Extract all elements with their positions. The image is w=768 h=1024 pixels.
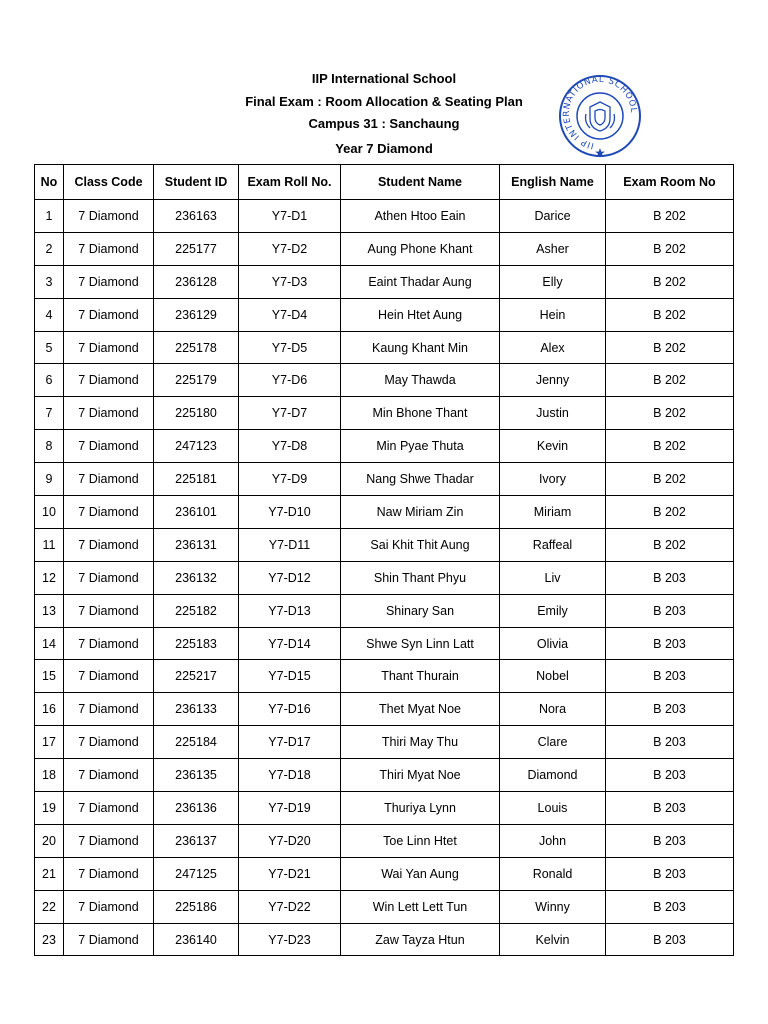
cell-no: 6 — [35, 364, 64, 397]
cell-no: 3 — [35, 265, 64, 298]
cell-no: 1 — [35, 200, 64, 233]
cell-student-id: 236101 — [154, 496, 239, 529]
cell-student-id: 225180 — [154, 397, 239, 430]
cell-student-name: Toe Linn Htet — [341, 824, 500, 857]
cell-student-id: 225186 — [154, 890, 239, 923]
cell-no: 5 — [35, 331, 64, 364]
cell-no: 13 — [35, 594, 64, 627]
column-header-exam-roll-no: Exam Roll No. — [239, 165, 341, 200]
cell-exam-roll-no: Y7-D5 — [239, 331, 341, 364]
cell-class-code: 7 Diamond — [64, 528, 154, 561]
table-row — [35, 660, 734, 693]
cell-class-code: 7 Diamond — [64, 759, 154, 792]
class-name: Year 7 Diamond — [335, 141, 433, 156]
cell-exam-roll-no: Y7-D2 — [239, 232, 341, 265]
cell-exam-roll-no: Y7-D6 — [239, 364, 341, 397]
cell-exam-room-no: B 203 — [606, 759, 734, 792]
table-row — [35, 759, 734, 792]
cell-student-name: Shin Thant Phyu — [341, 561, 500, 594]
cell-no: 17 — [35, 726, 64, 759]
table-row — [35, 923, 734, 956]
cell-student-name: May Thawda — [341, 364, 500, 397]
table-row — [35, 890, 734, 923]
cell-no: 23 — [35, 923, 64, 956]
cell-exam-roll-no: Y7-D13 — [239, 594, 341, 627]
cell-student-id: 236128 — [154, 265, 239, 298]
table-row — [35, 594, 734, 627]
cell-no: 12 — [35, 561, 64, 594]
cell-student-name: Thet Myat Noe — [341, 693, 500, 726]
cell-class-code: 7 Diamond — [64, 627, 154, 660]
logo-ring-text: IIP INTERNATIONAL SCHOOL — [561, 74, 639, 151]
cell-student-name: Sai Khit Thit Aung — [341, 528, 500, 561]
cell-no: 7 — [35, 397, 64, 430]
campus-name: Campus 31 : Sanchaung — [308, 116, 460, 131]
cell-student-id: 225217 — [154, 660, 239, 693]
cell-no: 9 — [35, 463, 64, 496]
cell-english-name: Diamond — [500, 759, 606, 792]
cell-no: 14 — [35, 627, 64, 660]
cell-english-name: Elly — [500, 265, 606, 298]
cell-english-name: Nora — [500, 693, 606, 726]
cell-exam-roll-no: Y7-D19 — [239, 792, 341, 825]
cell-class-code: 7 Diamond — [64, 693, 154, 726]
cell-student-id: 225179 — [154, 364, 239, 397]
cell-class-code: 7 Diamond — [64, 331, 154, 364]
cell-english-name: Kevin — [500, 430, 606, 463]
seating-plan-table — [34, 164, 734, 956]
cell-student-id: 225181 — [154, 463, 239, 496]
cell-english-name: Hein — [500, 298, 606, 331]
cell-exam-roll-no: Y7-D22 — [239, 890, 341, 923]
cell-english-name: Liv — [500, 561, 606, 594]
cell-class-code: 7 Diamond — [64, 660, 154, 693]
cell-exam-roll-no: Y7-D10 — [239, 496, 341, 529]
cell-class-code: 7 Diamond — [64, 430, 154, 463]
cell-class-code: 7 Diamond — [64, 298, 154, 331]
table-row — [35, 528, 734, 561]
cell-class-code: 7 Diamond — [64, 232, 154, 265]
cell-student-name: Win Lett Lett Tun — [341, 890, 500, 923]
table-row — [35, 561, 734, 594]
cell-exam-roll-no: Y7-D15 — [239, 660, 341, 693]
cell-exam-roll-no: Y7-D18 — [239, 759, 341, 792]
cell-english-name: Asher — [500, 232, 606, 265]
cell-exam-roll-no: Y7-D4 — [239, 298, 341, 331]
cell-exam-roll-no: Y7-D20 — [239, 824, 341, 857]
cell-exam-roll-no: Y7-D11 — [239, 528, 341, 561]
cell-english-name: Clare — [500, 726, 606, 759]
cell-student-id: 225182 — [154, 594, 239, 627]
cell-english-name: Raffeal — [500, 528, 606, 561]
cell-exam-roll-no: Y7-D21 — [239, 857, 341, 890]
cell-exam-room-no: B 202 — [606, 298, 734, 331]
table-row — [35, 496, 734, 529]
table-row — [35, 200, 734, 233]
table-row — [35, 364, 734, 397]
cell-exam-room-no: B 202 — [606, 397, 734, 430]
column-header-no: No — [35, 165, 64, 200]
cell-exam-room-no: B 203 — [606, 561, 734, 594]
cell-student-name: Kaung Khant Min — [341, 331, 500, 364]
cell-class-code: 7 Diamond — [64, 265, 154, 298]
cell-english-name: Emily — [500, 594, 606, 627]
cell-english-name: Miriam — [500, 496, 606, 529]
cell-english-name: Winny — [500, 890, 606, 923]
cell-english-name: Darice — [500, 200, 606, 233]
cell-class-code: 7 Diamond — [64, 726, 154, 759]
cell-student-id: 236140 — [154, 923, 239, 956]
cell-no: 16 — [35, 693, 64, 726]
cell-class-code: 7 Diamond — [64, 496, 154, 529]
cell-exam-room-no: B 203 — [606, 923, 734, 956]
cell-no: 2 — [35, 232, 64, 265]
cell-class-code: 7 Diamond — [64, 792, 154, 825]
table-row — [35, 627, 734, 660]
table-row — [35, 430, 734, 463]
table-row — [35, 693, 734, 726]
cell-student-id: 236132 — [154, 561, 239, 594]
cell-exam-roll-no: Y7-D9 — [239, 463, 341, 496]
column-header-exam-room-no: Exam Room No — [606, 165, 734, 200]
cell-no: 10 — [35, 496, 64, 529]
cell-no: 19 — [35, 792, 64, 825]
cell-class-code: 7 Diamond — [64, 463, 154, 496]
cell-exam-roll-no: Y7-D8 — [239, 430, 341, 463]
cell-exam-roll-no: Y7-D3 — [239, 265, 341, 298]
cell-student-name: Eaint Thadar Aung — [341, 265, 500, 298]
cell-student-id: 225184 — [154, 726, 239, 759]
cell-exam-room-no: B 203 — [606, 660, 734, 693]
cell-english-name: Kelvin — [500, 923, 606, 956]
cell-student-name: Thuriya Lynn — [341, 792, 500, 825]
table-row — [35, 298, 734, 331]
cell-exam-roll-no: Y7-D23 — [239, 923, 341, 956]
cell-student-id: 236135 — [154, 759, 239, 792]
cell-student-name: Shinary San — [341, 594, 500, 627]
cell-student-id: 247123 — [154, 430, 239, 463]
cell-exam-room-no: B 203 — [606, 594, 734, 627]
cell-exam-room-no: B 203 — [606, 890, 734, 923]
cell-student-id: 236163 — [154, 200, 239, 233]
table-row — [35, 792, 734, 825]
cell-exam-room-no: B 202 — [606, 265, 734, 298]
cell-exam-room-no: B 202 — [606, 331, 734, 364]
cell-no: 4 — [35, 298, 64, 331]
table-row — [35, 857, 734, 890]
cell-exam-room-no: B 202 — [606, 232, 734, 265]
exam-title: Final Exam : Room Allocation & Seating Plan — [245, 93, 523, 109]
cell-english-name: Alex — [500, 331, 606, 364]
cell-student-name: Nang Shwe Thadar — [341, 463, 500, 496]
cell-student-name: Min Pyae Thuta — [341, 430, 500, 463]
cell-class-code: 7 Diamond — [64, 824, 154, 857]
cell-exam-roll-no: Y7-D12 — [239, 561, 341, 594]
cell-student-name: Min Bhone Thant — [341, 397, 500, 430]
cell-student-name: Thant Thurain — [341, 660, 500, 693]
cell-student-name: Naw Miriam Zin — [341, 496, 500, 529]
column-header-class-code: Class Code — [64, 165, 154, 200]
cell-english-name: Olivia — [500, 627, 606, 660]
table-header-row — [35, 165, 734, 200]
cell-english-name: Jenny — [500, 364, 606, 397]
table-row — [35, 331, 734, 364]
document-header — [0, 68, 768, 136]
cell-student-id: 236137 — [154, 824, 239, 857]
cell-exam-room-no: B 202 — [606, 200, 734, 233]
cell-student-name: Shwe Syn Linn Latt — [341, 627, 500, 660]
cell-no: 11 — [35, 528, 64, 561]
cell-english-name: John — [500, 824, 606, 857]
cell-exam-room-no: B 203 — [606, 693, 734, 726]
cell-class-code: 7 Diamond — [64, 364, 154, 397]
cell-student-name: Thiri May Thu — [341, 726, 500, 759]
cell-english-name: Justin — [500, 397, 606, 430]
cell-exam-room-no: B 203 — [606, 857, 734, 890]
cell-student-name: Thiri Myat Noe — [341, 759, 500, 792]
table-row — [35, 463, 734, 496]
cell-no: 21 — [35, 857, 64, 890]
cell-no: 8 — [35, 430, 64, 463]
cell-student-id: 225178 — [154, 331, 239, 364]
cell-student-name: Wai Yan Aung — [341, 857, 500, 890]
table-row — [35, 824, 734, 857]
cell-exam-room-no: B 202 — [606, 463, 734, 496]
cell-class-code: 7 Diamond — [64, 857, 154, 890]
cell-student-id: 225177 — [154, 232, 239, 265]
table-row — [35, 397, 734, 430]
cell-exam-room-no: B 202 — [606, 430, 734, 463]
cell-exam-room-no: B 202 — [606, 364, 734, 397]
cell-student-id: 236131 — [154, 528, 239, 561]
cell-student-id: 225183 — [154, 627, 239, 660]
cell-exam-room-no: B 203 — [606, 824, 734, 857]
cell-class-code: 7 Diamond — [64, 594, 154, 627]
column-header-student-id: Student ID — [154, 165, 239, 200]
cell-exam-room-no: B 203 — [606, 792, 734, 825]
cell-student-name: Hein Htet Aung — [341, 298, 500, 331]
cell-english-name: Louis — [500, 792, 606, 825]
column-header-english-name: English Name — [500, 165, 606, 200]
cell-english-name: Ronald — [500, 857, 606, 890]
cell-student-id: 236136 — [154, 792, 239, 825]
cell-student-id: 236133 — [154, 693, 239, 726]
school-logo — [555, 74, 645, 158]
cell-class-code: 7 Diamond — [64, 397, 154, 430]
table-row — [35, 265, 734, 298]
cell-no: 18 — [35, 759, 64, 792]
column-header-student-name: Student Name — [341, 165, 500, 200]
school-name: IIP International School — [311, 71, 457, 86]
cell-class-code: 7 Diamond — [64, 890, 154, 923]
cell-no: 22 — [35, 890, 64, 923]
cell-student-name: Athen Htoo Eain — [341, 200, 500, 233]
cell-student-id: 247125 — [154, 857, 239, 890]
cell-class-code: 7 Diamond — [64, 923, 154, 956]
table-row — [35, 232, 734, 265]
cell-no: 15 — [35, 660, 64, 693]
cell-student-name: Zaw Tayza Htun — [341, 923, 500, 956]
cell-exam-room-no: B 202 — [606, 528, 734, 561]
crest-icon — [586, 102, 615, 131]
cell-exam-roll-no: Y7-D1 — [239, 200, 341, 233]
cell-exam-room-no: B 203 — [606, 726, 734, 759]
cell-exam-roll-no: Y7-D14 — [239, 627, 341, 660]
cell-student-id: 236129 — [154, 298, 239, 331]
cell-student-name: Aung Phone Khant — [341, 232, 500, 265]
cell-class-code: 7 Diamond — [64, 200, 154, 233]
cell-english-name: Nobel — [500, 660, 606, 693]
cell-exam-roll-no: Y7-D17 — [239, 726, 341, 759]
table-row — [35, 726, 734, 759]
cell-exam-room-no: B 203 — [606, 627, 734, 660]
cell-english-name: Ivory — [500, 463, 606, 496]
cell-class-code: 7 Diamond — [64, 561, 154, 594]
cell-exam-roll-no: Y7-D16 — [239, 693, 341, 726]
cell-exam-room-no: B 202 — [606, 496, 734, 529]
cell-no: 20 — [35, 824, 64, 857]
cell-exam-roll-no: Y7-D7 — [239, 397, 341, 430]
